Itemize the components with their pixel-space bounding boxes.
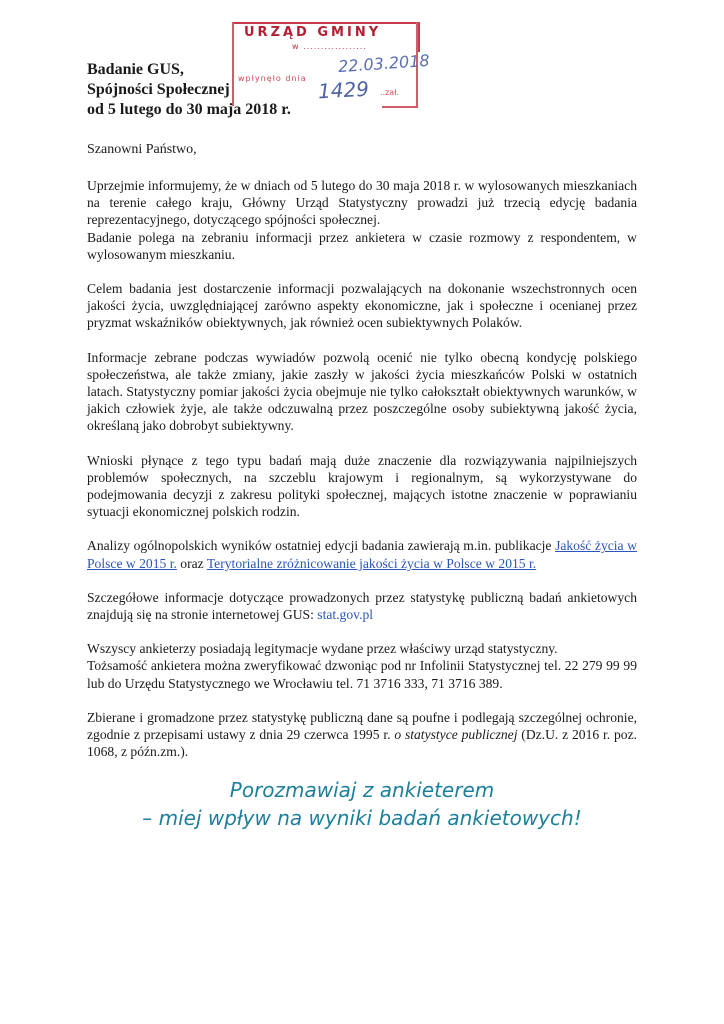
- details-text: Szczegółowe informacje dotyczące prowadzonych przez statystykę publiczną badań ankietowych znajdują się na stronie internetowej GUS:: [87, 589, 637, 623]
- stamp-received: wpłynęło dnia: [238, 74, 307, 83]
- confidentiality-text: Zbierane i gromadzone przez statystykę publiczną dane są poufne i podlegają szczególnej ochronie, zgodnie z przepisami ustawy z dnia 29 czerwca 1995 r.: [87, 709, 637, 743]
- header-line-1: Badanie GUS,: [87, 61, 184, 78]
- slogan-line-1: Porozmawiaj z ankieterem: [229, 778, 495, 802]
- stamp-handwritten-number: 1429: [317, 76, 370, 104]
- publication-link-territorial[interactable]: Terytorialne zróżnicowanie jakości życia w Polsce w 2015 r.: [206, 555, 537, 571]
- act-title: o statystyce publicznej: [394, 727, 518, 743]
- stamp-office: URZĄD GMINY: [244, 25, 382, 40]
- paragraph-information: Informacje zebrane podczas wywiadów pozwolą ocenić nie tylko obecną kondycję polskiego społeczeństwa, ale także zmiany, jakie zaszły w jakości życia mieszkańców Polski w ostatnich latach. Statystyczny pomiar jakości życia obejmuje nie tylko całokształt obiektywnych warunków, w jakich człowiek żyje, ale także odczuwalną przez poszczególne osoby subiektywną jakość życia, określaną jako dobrobyt subiektywny.: [87, 349, 637, 434]
- header-line-3: od 5 lutego do 30 maja 2018 r.: [87, 101, 291, 118]
- letter-body: [87, 177, 637, 777]
- paragraph-purpose: Celem badania jest dostarczenie informacji pozwalających na dokonanie wszechstronnych ocen jakości życia, uwzględniającej zarówno aspekty ekonomiczne, jak i społeczne i ocenianej przez pryzmat wskaźników obiektywnych, jak również ocen subiektywnych Polaków.: [87, 281, 637, 331]
- stamp-place: w ..................: [292, 42, 367, 51]
- publications-text: Analizy ogólnopolskich wyników ostatniej edycji badania zawierają m.in. publikacje: [87, 538, 556, 554]
- salutation: Szanowni Państwo,: [87, 142, 197, 157]
- paragraph-id-cards: Wszyscy ankieterzy posiadają legitymacje wydane przez właściwy urząd statystyczny.: [87, 641, 558, 657]
- stamp-suffix: ..zał.: [380, 88, 400, 97]
- slogan: [0, 776, 724, 832]
- publications-conjunction: oraz: [176, 555, 207, 571]
- paragraph-intro: Uprzejmie informujemy, że w dniach od 5 lutego do 30 maja 2018 r. w wylosowanych mieszkaniach na terenie całego kraju, Główny Urząd Statystyczny prowadzi już trzecią edycję badania reprezentacyjnego, dotyczącego spójności społecznej.: [87, 178, 637, 228]
- paragraph-publications: [87, 537, 637, 571]
- act-reference: (Dz.U. z 2016 r. poz. 1068, z późn.zm.).: [87, 727, 637, 760]
- stamp-border-bottom: [382, 106, 418, 108]
- header-line-2: Spójności Społecznej: [87, 81, 230, 98]
- gus-website-link[interactable]: stat.gov.pl: [317, 607, 374, 623]
- paragraph-details: [87, 589, 637, 623]
- paragraph-verification: Tożsamość ankietera można zweryfikować dzwoniąc pod nr Infolinii Statystycznej tel. 22 279 99 99 lub do Urzędu Statystycznego we Wrocławiu tel. 71 3716 333, 71 3716 389.: [87, 658, 637, 691]
- slogan-line-2: – miej wpływ na wyniki badań ankietowych!: [142, 806, 582, 830]
- paragraph-method: Badanie polega na zebraniu informacji przez ankietera w czasie rozmowy z respondentem, w wylosowanym mieszkaniu.: [87, 229, 637, 262]
- paragraph-confidentiality: [87, 709, 637, 761]
- document-header: [87, 60, 327, 120]
- stamp-handwritten-date: 22.03.2018: [337, 50, 431, 77]
- publication-link-quality-of-life[interactable]: Jakość życia w Polsce w 2015 r.: [87, 538, 638, 571]
- paragraph-conclusions: Wnioski płynące z tego typu badań mają duże znaczenie dla rozwiązywania najpilniejszych problemów społecznych, na szczeblu krajowym i regionalnym, są wykorzystywane do podejmowania decyzji z zakresu polityki społecznej, mających istotne znaczenie w poprawianiu sytuacji ekonomicznej polskich rodzin.: [87, 452, 637, 520]
